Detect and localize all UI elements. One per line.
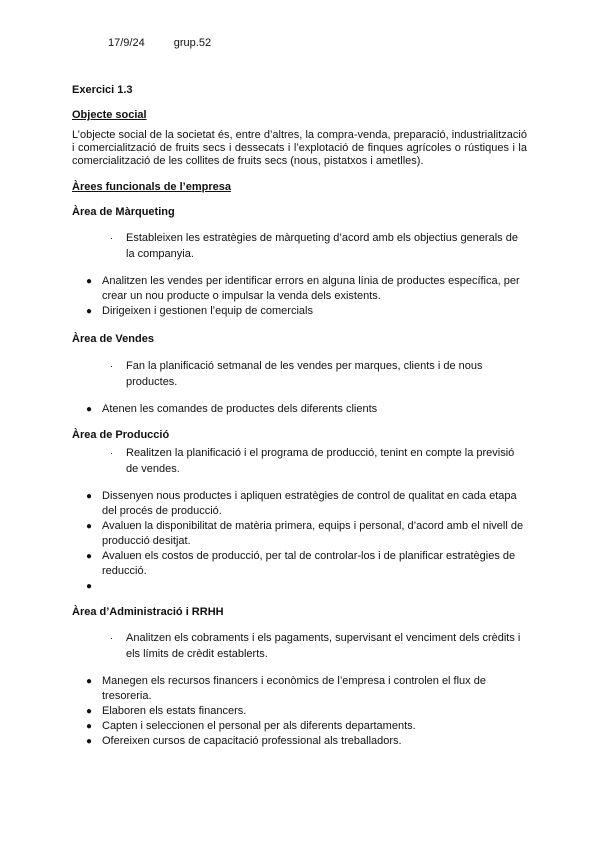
disc-bullet: ● (86, 404, 93, 415)
header-group: grup.52 (173, 37, 212, 49)
dot-bullet: · (110, 633, 113, 643)
item-text: Dissenyen nous productes i apliquen estratègies de control de qualitat en cada etapa del procés de producció. (102, 490, 517, 517)
item-text: Dirigeixen i gestionen l’equip de comercials (102, 305, 313, 317)
item-text: Fan la planificació setmanal de les vendes per marques, clients i de nous productes. (126, 360, 483, 388)
item-text: Elaboren els estats financers. (102, 705, 247, 717)
dot-bullet: · (110, 448, 113, 458)
disc-bullet: ● (86, 551, 93, 562)
marqueting-heading: Àrea de Màrqueting (72, 206, 175, 218)
dot-bullet: · (110, 233, 113, 243)
vendes-heading: Àrea de Vendes (72, 333, 154, 345)
item-text: Atenen les comandes de productes dels diferents clients (102, 403, 378, 415)
list-item (72, 274, 527, 304)
list-item (72, 304, 527, 319)
page-header (108, 37, 237, 49)
document-body (72, 84, 527, 749)
disc-bullet: ● (86, 676, 93, 687)
dot-bullet: · (110, 361, 113, 371)
list-item (72, 402, 527, 417)
list-item (72, 719, 527, 734)
list-item (72, 704, 527, 719)
disc-bullet: ● (86, 706, 93, 717)
vendes-first-item (72, 358, 527, 390)
item-text: Realitzen la planificació i el programa de producció, tenint en compte la previsió de vendes. (126, 447, 515, 475)
disc-bullet: ● (86, 491, 93, 502)
arees-heading: Àrees funcionals de l’empresa (72, 181, 231, 193)
disc-bullet: ● (86, 736, 93, 747)
produccio-first-item (72, 445, 527, 477)
list-item (72, 489, 527, 519)
marqueting-first-item (72, 230, 527, 262)
disc-bullet: ● (86, 521, 93, 532)
list-item-empty (72, 579, 527, 594)
list-item (72, 734, 527, 749)
item-text: Capten i seleccionen el personal per als diferents departaments. (102, 720, 416, 732)
admin-heading: Àrea d’Administració i RRHH (72, 606, 224, 618)
disc-bullet: ● (86, 721, 93, 732)
item-text: Manegen els recursos financers i econòmics de l’empresa i controlen el flux de tresoreria. (102, 675, 486, 702)
disc-bullet: ● (86, 276, 93, 287)
item-text: Analitzen les vendes per identificar errors en alguna línia de productes específica, per crear un nou producte o impulsar la venda dels existents. (102, 275, 520, 302)
item-text: Estableixen les estratègies de màrqueting d’acord amb els objectius generals de la companyia. (126, 232, 518, 260)
admin-first-item (72, 630, 527, 662)
disc-bullet: ● (86, 306, 93, 317)
item-text: Avaluen els costos de producció, per tal de controlar-los i de planificar estratègies de reducció. (102, 550, 516, 577)
disc-bullet: ● (86, 581, 93, 592)
list-item (72, 519, 527, 549)
item-text: Ofereixen cursos de capacitació professional als treballadors. (102, 735, 402, 747)
list-item (72, 674, 527, 704)
objecte-text: L’objecte social de la societat és, entre d’altres, la compra-venda, preparació, industrialització i comercialització de fruits secs i dessecats i l’explotació de finques agrícoles o rústiques i la comercialització de les collites de fruits secs (nous, pistatxos i ametlles). (72, 129, 527, 167)
exercise-title: Exercici 1.3 (72, 84, 133, 96)
objecte-heading: Objecte social (72, 109, 147, 121)
list-item (72, 549, 527, 579)
produccio-heading: Àrea de Producció (72, 429, 170, 441)
item-text: Avaluen la disponibilitat de matèria primera, equips i personal, d’acord amb el nivell de producció desitjat. (102, 520, 524, 547)
item-text: Analitzen els cobraments i els pagaments, supervisant el venciment dels crèdits i els límits de crèdit establerts. (126, 632, 521, 660)
header-date: 17/9/24 (108, 37, 145, 49)
